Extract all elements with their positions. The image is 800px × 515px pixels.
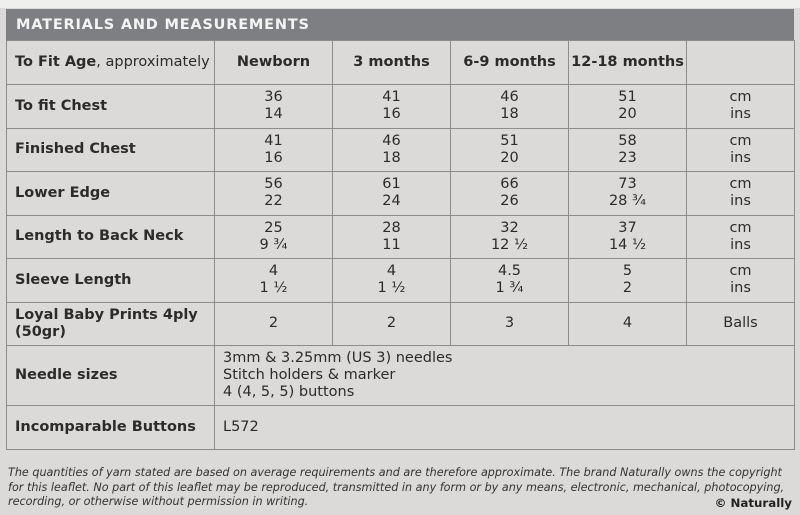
measurements-table: [6, 40, 795, 450]
yarn-value: 2: [333, 302, 451, 346]
buttons-value: L572: [215, 406, 795, 450]
yarn-label: Loyal Baby Prints 4ply (50gr): [7, 302, 215, 346]
yarn-value: 2: [215, 302, 333, 346]
value-cell: 73 28 ¾: [569, 172, 687, 216]
needles-label: Needle sizes: [7, 346, 215, 406]
value-cell: 5 2: [569, 259, 687, 303]
size-12-18-months: 12-18 months: [569, 41, 687, 85]
size-6-9-months: 6-9 months: [451, 41, 569, 85]
value-cell: 4 1 ½: [215, 259, 333, 303]
unit-cell: cm ins: [687, 172, 795, 216]
value-cell: 25 9 ¾: [215, 215, 333, 259]
unit-cell: cm ins: [687, 128, 795, 172]
yarn-value: 3: [451, 302, 569, 346]
value-cell: 51 20: [451, 128, 569, 172]
value-cell: 46 18: [333, 128, 451, 172]
value-cell: 32 12 ½: [451, 215, 569, 259]
measurement-row: [7, 128, 795, 172]
value-cell: 36 14: [215, 85, 333, 129]
row-label: Length to Back Neck: [7, 215, 215, 259]
age-label: To Fit Age, approximately: [7, 41, 215, 85]
row-label: Sleeve Length: [7, 259, 215, 303]
value-cell: 37 14 ½: [569, 215, 687, 259]
unit-cell: cm ins: [687, 259, 795, 303]
yarn-value: 4: [569, 302, 687, 346]
value-cell: 46 18: [451, 85, 569, 129]
buttons-label: Incomparable Buttons: [7, 406, 215, 450]
value-cell: 66 26: [451, 172, 569, 216]
age-row: [7, 41, 795, 85]
age-unit: [687, 41, 795, 85]
row-label: Finished Chest: [7, 128, 215, 172]
row-label: To fit Chest: [7, 85, 215, 129]
unit-cell: cm ins: [687, 215, 795, 259]
value-cell: 41 16: [215, 128, 333, 172]
buttons-row: [7, 406, 795, 450]
measurement-row: [7, 215, 795, 259]
needles-row: [7, 346, 795, 406]
measurement-row: [7, 85, 795, 129]
yarn-row: [7, 302, 795, 346]
measurement-row: [7, 172, 795, 216]
measurement-row: [7, 259, 795, 303]
row-label: Lower Edge: [7, 172, 215, 216]
value-cell: 58 23: [569, 128, 687, 172]
value-cell: 61 24: [333, 172, 451, 216]
value-cell: 4 1 ½: [333, 259, 451, 303]
brand-copyright: © Naturally: [714, 496, 792, 510]
size-3-months: 3 months: [333, 41, 451, 85]
section-header: [6, 9, 794, 40]
value-cell: 41 16: [333, 85, 451, 129]
section-title: MATERIALS AND MEASUREMENTS: [16, 16, 310, 33]
size-newborn: Newborn: [215, 41, 333, 85]
value-cell: 4.5 1 ¾: [451, 259, 569, 303]
needles-details: 3mm & 3.25mm (US 3) needles Stitch holders & marker 4 (4, 5, 5) buttons: [215, 346, 795, 406]
copyright-footnote: The quantities of yarn stated are based on average requirements and are therefore approximate. The brand Naturally owns the copyright for this leaflet. No part of this leaflet may be reproduced, transmitted in any form or by any means, electronic, mechanical, photocopying, recording, or otherwise without permission in writing.: [8, 466, 785, 508]
page-top-strip: [0, 0, 800, 8]
value-cell: 51 20: [569, 85, 687, 129]
unit-cell: cm ins: [687, 85, 795, 129]
value-cell: 28 11: [333, 215, 451, 259]
value-cell: 56 22: [215, 172, 333, 216]
yarn-unit: Balls: [687, 302, 795, 346]
